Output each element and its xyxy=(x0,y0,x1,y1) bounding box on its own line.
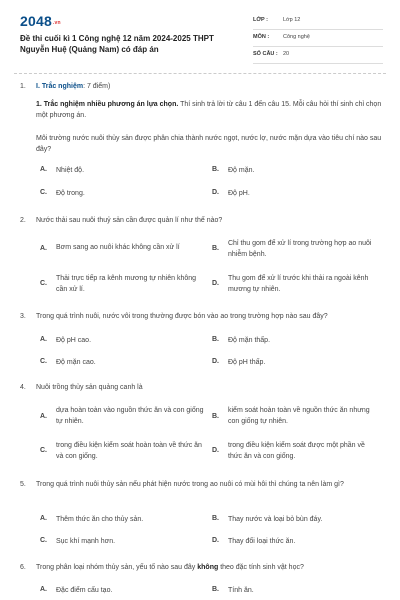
option-letter: C. xyxy=(40,358,47,365)
question-text-after: theo đặc tính sinh vật học? xyxy=(218,564,304,571)
exam-title: Đề thi cuối kì 1 Công nghệ 12 năm 2024-2025 THPT Nguyễn Huệ (Quảng Nam) có đáp án xyxy=(20,34,214,54)
answer-option[interactable]: Độ pH cao. xyxy=(56,337,92,344)
meta-row-count xyxy=(253,47,383,64)
question-number: 5. xyxy=(20,481,26,488)
meta-value: Lớp 12 xyxy=(283,17,301,23)
answer-option[interactable]: trong điều kiện kiểm soát được một phần về thức ăn và con giống. xyxy=(228,442,365,460)
header-divider xyxy=(14,73,386,74)
section-title: I. Trắc nghiệm xyxy=(36,83,84,90)
question-text: Trong quá trình nuôi, nước vôi trong thường được bón vào ao trong trường hợp nào sau đây? xyxy=(36,313,328,320)
option-letter: D. xyxy=(212,280,219,287)
meta-value: 20 xyxy=(283,51,290,57)
option-letter: B. xyxy=(212,245,219,252)
answer-option[interactable]: Chỉ thu gom để xử lí trong trường hợp ao nuôi nhiễm bệnh. xyxy=(228,240,372,258)
answer-option[interactable]: Thêm thức ăn cho thủy sản. xyxy=(56,516,144,523)
option-letter: D. xyxy=(212,358,219,365)
answer-option[interactable]: Tính ăn. xyxy=(228,587,254,594)
option-letter: C. xyxy=(40,189,47,196)
answer-option[interactable]: Độ pH thấp. xyxy=(228,359,266,366)
question-number: 2. xyxy=(20,217,26,224)
answer-option[interactable]: dựa hoàn toàn vào nguồn thức ăn và con giống tự nhiên. xyxy=(56,407,204,425)
page-header xyxy=(0,0,400,72)
answer-option[interactable]: Đặc điểm cấu tạo. xyxy=(56,587,113,594)
option-letter: B. xyxy=(212,166,219,173)
option-letter: A. xyxy=(40,586,47,593)
answer-option[interactable]: trong điều kiện kiểm soát hoàn toàn về thức ăn và con giống. xyxy=(56,442,202,460)
section-points: : 7 điểm) xyxy=(83,83,111,90)
answer-option[interactable]: Độ trong. xyxy=(56,190,85,197)
option-letter: C. xyxy=(40,537,47,544)
option-letter: A. xyxy=(40,413,47,420)
site-logo[interactable]: $2048^{.vn}$ xyxy=(20,13,61,29)
answer-option[interactable]: Bơm sang ao nuôi khác không cần xử lí xyxy=(56,244,180,251)
option-letter: A. xyxy=(40,336,47,343)
option-letter: D. xyxy=(212,447,219,454)
meta-row-subject xyxy=(253,30,383,47)
option-letter: D. xyxy=(212,537,219,544)
question-text-emphasis: không xyxy=(197,564,219,571)
answer-option[interactable]: Nhiệt độ. xyxy=(56,167,85,174)
answer-option[interactable]: Độ pH. xyxy=(228,190,250,197)
answer-option[interactable]: Thu gom để xử lí trước khi thải ra ngoài kênh mương tự nhiên. xyxy=(228,275,369,293)
answer-option[interactable]: Thay nước và loại bỏ bùn đáy. xyxy=(228,516,323,523)
answer-option[interactable]: Độ mặn thấp. xyxy=(228,337,271,344)
question-text: Nuôi trồng thủy sản quảng canh là xyxy=(36,384,143,391)
question-number: 6. xyxy=(20,564,26,571)
exam-meta xyxy=(253,13,383,64)
option-letter: A. xyxy=(40,515,47,522)
question-text: Môi trường nước nuôi thủy sản được phân chia thành nước ngọt, nước lợ, nước mặn dựa vào tiêu chí nào sau đây? xyxy=(36,135,382,153)
meta-label: LỚP : xyxy=(253,17,268,23)
meta-label: SỐ CÂU : xyxy=(253,51,278,57)
answer-option[interactable]: Thay đổi loại thức ăn. xyxy=(228,538,296,545)
option-letter: C. xyxy=(40,447,47,454)
answer-option[interactable]: kiểm soát hoàn toàn về nguồn thức ăn nhưng con giống tự nhiên. xyxy=(228,407,370,425)
question-text-before: Trong phân loại nhóm thủy sản, yếu tố nào sau đây xyxy=(36,564,198,571)
meta-label: MÔN : xyxy=(253,34,270,40)
meta-value: Công nghệ xyxy=(283,34,310,40)
instruction-rest: Thí sinh trả lời từ câu 1 đến câu 15. Mỗi câu hỏi thí sinh chỉ chọn một phương án. xyxy=(36,101,382,119)
answer-option[interactable]: Sục khí mạnh hơn. xyxy=(56,538,116,545)
instruction-bold: 1. Trắc nghiệm nhiều phương án lựa chọn. xyxy=(36,101,179,108)
option-letter: B. xyxy=(212,586,219,593)
option-letter: A. xyxy=(40,166,47,173)
question-number: 4. xyxy=(20,384,26,391)
meta-row-class xyxy=(253,13,383,30)
option-letter: B. xyxy=(212,413,219,420)
option-letter: B. xyxy=(212,336,219,343)
option-letter: A. xyxy=(40,245,47,252)
option-letter: D. xyxy=(212,189,219,196)
question-number: 3. xyxy=(20,313,26,320)
question-number: 1. xyxy=(20,83,26,90)
section-instruction xyxy=(36,100,382,121)
answer-option[interactable]: Độ mặn. xyxy=(228,167,255,174)
answer-option[interactable]: Thải trực tiếp ra kênh mương tự nhiên không cần xử lí. xyxy=(56,275,197,293)
option-letter: B. xyxy=(212,515,219,522)
question-text: Nước thải sau nuôi thuỷ sản cần được quản lí như thế nào? xyxy=(36,217,223,224)
question-text xyxy=(36,563,382,574)
answer-option[interactable]: Độ mặn cao. xyxy=(56,359,96,366)
option-letter: C. xyxy=(40,280,47,287)
question-text: Trong quá trình nuôi thủy sản nếu phát hiện nước trong ao nuôi có mùi hôi thì chúng ta nên làm gì? xyxy=(36,481,344,488)
section-heading xyxy=(36,82,382,93)
